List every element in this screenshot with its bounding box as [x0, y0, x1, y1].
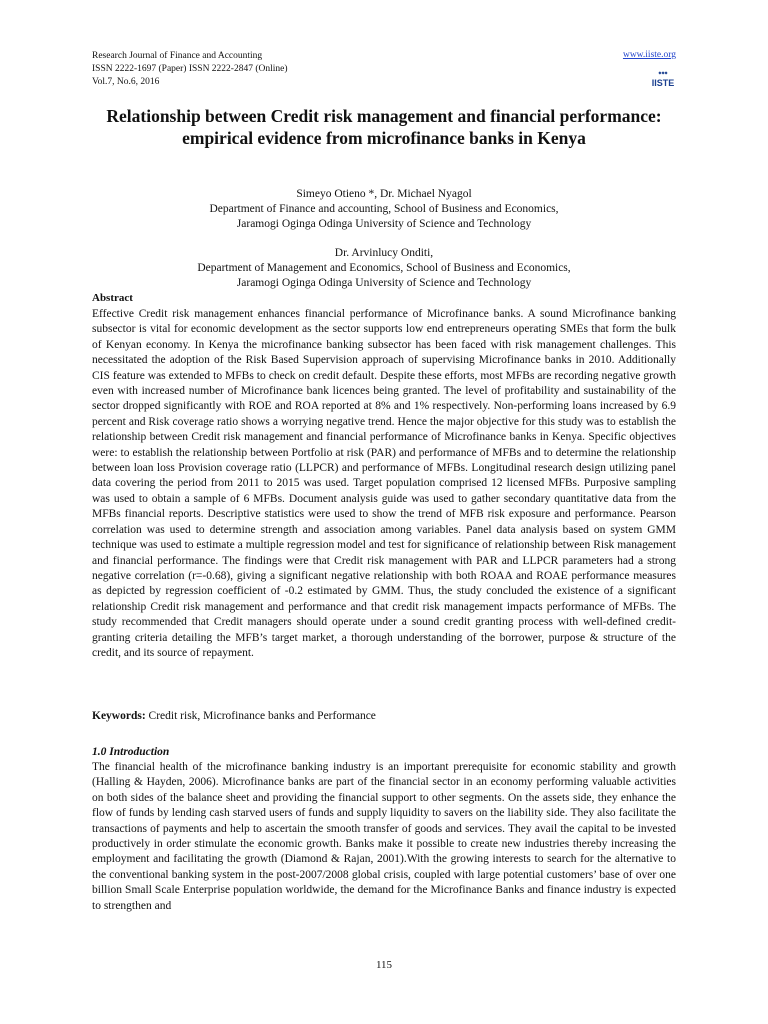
author-block-1 — [92, 187, 676, 232]
abstract-heading: Abstract — [92, 292, 133, 304]
affiliation-2a: Department of Management and Economics, School of Business and Economics, — [197, 262, 571, 274]
iiste-logo — [650, 64, 676, 90]
svg-text:◆◆◆: ◆◆◆ — [658, 70, 668, 75]
author-names-1: Simeyo Otieno *, Dr. Michael Nyagol — [296, 188, 472, 200]
abstract-body: Effective Credit risk management enhances financial performance of Microfinance banks. A sound Microfinance banking subsector is vital for economic development as the sector supports low end entrepreneurs operating SMEs that form the bulk of Kenyan economy. In Kenya the microfinance banking subsector has been faced with risk management challenges. This necessitated the adoption of the Risk Based Supervision approach of supervising Microfinance banks in 2010. Additionally CIS feature was extended to MFBs to check on credit default. Despite these efforts, most MFBs are recording negative growth even with increased number of Microfinance bank licences being granted. The level of profitability and sustainability of the sector dropped significantly with ROE and ROA reported at 8% and 1% respectively. Non-performing loans increased by 6.9 percent and Risk coverage ratio shows a worrying negative trend. Hence the major objective for this study was to establish the relationship between Credit risk management and financial performance of Microfinance banks in Kenya. Specific objectives were: to establish the relationship between Portfolio at risk (PAR) and performance of MFBs and to determine the relationship between loan loss Provision coverage ratio (LLPCR) and performance of MFBs. Longitudinal research design utilizing panel data covering the period from 2011 to 2015 was used. Target population comprised 12 licensed MFBs. Purposive sampling was used to obtain a sample of 6 MFBs. Document analysis guide was used to gather secondary quantitative data from the MFBs financial reports. Descriptive statistics were used to show the trend of MFB risk exposure and performance. Pearson correlation was used to determine strength and association among variables. Panel data analysis based on system GMM technique was used to estimate a multiple regression model and test for significance of relationship between Risk management and financial performance. The findings were that Credit risk management with PAR and LLPCR parameters had a strong negative correlation (r=-0.68), giving a significant negative relationship with both ROAA and ROAE performance measures as depicted by regression coefficient of -0.2 estimated by GMM. Thus, the study concluded the existence of a significant relationship Credit risk management and performance and that credit risk management impacts performance of MFBs. The study recommended that Credit managers should operate under a sound credit granting process with well-defined credit-granting criteria detailing the MFB’s target market, a thorough understanding of the borrower, purpose & structure of the credit, and its source of repayment. — [92, 308, 676, 659]
keywords-label: Keywords: — [92, 710, 146, 722]
introduction-heading: 1.0 Introduction — [92, 746, 170, 758]
affiliation-1a: Department of Finance and accounting, School of Business and Economics, — [209, 203, 559, 215]
affiliation-1b: Jaramogi Oginga Odinga University of Science and Technology — [236, 218, 532, 230]
journal-header — [92, 50, 676, 94]
journal-name: Research Journal of Finance and Accounting — [92, 51, 263, 61]
introduction-body: The financial health of the microfinance banking industry is an important prerequisite for economic stability and growth (Halling & Hayden, 2006). Microfinance banks are part of the financial sector in an economy performing valuable activities on both sides of the balance sheet and providing the financial support to other segments. On the assets side, they enhance the flow of funds by lending cash starved users of funds and supply liquidity to savers on the liability side. They also facilitate the transactions of payments and help to ascertain the smooth transfer of goods and services. They avail the capital to be invested productively in order stimulate the economic growth. Banks make it possible to create new industries thereby increasing the employment and facilitating the growth (Diamond & Rajan, 2001).With the growing interests to search for the alternative to the conventional banking system in the post-2007/2008 global crisis, coupled with large potential customers’ base of over one billion Small Scale Enterprise population worldwide, the demand for the Microfinance Banks and finance industry is expected to strengthen and — [92, 761, 676, 912]
website-link[interactable]: www.iiste.org — [622, 50, 676, 60]
affiliation-2b: Jaramogi Oginga Odinga University of Science and Technology — [236, 277, 532, 289]
journal-issn: ISSN 2222-1697 (Paper) ISSN 2222-2847 (Online) — [92, 64, 288, 74]
page-number: 115 — [375, 959, 393, 971]
keywords-line — [92, 709, 676, 724]
svg-text:IISTE: IISTE — [651, 78, 675, 88]
keywords-text: Credit risk, Microfinance banks and Performance — [145, 710, 376, 722]
paper-title: Relationship between Credit risk management and financial performance: empirical evidence from microfinance banks in Kenya — [106, 106, 662, 148]
author-block-2 — [92, 246, 676, 291]
journal-volume: Vol.7, No.6, 2016 — [92, 77, 160, 87]
author-names-2: Dr. Arvinlucy Onditi, — [334, 247, 434, 259]
